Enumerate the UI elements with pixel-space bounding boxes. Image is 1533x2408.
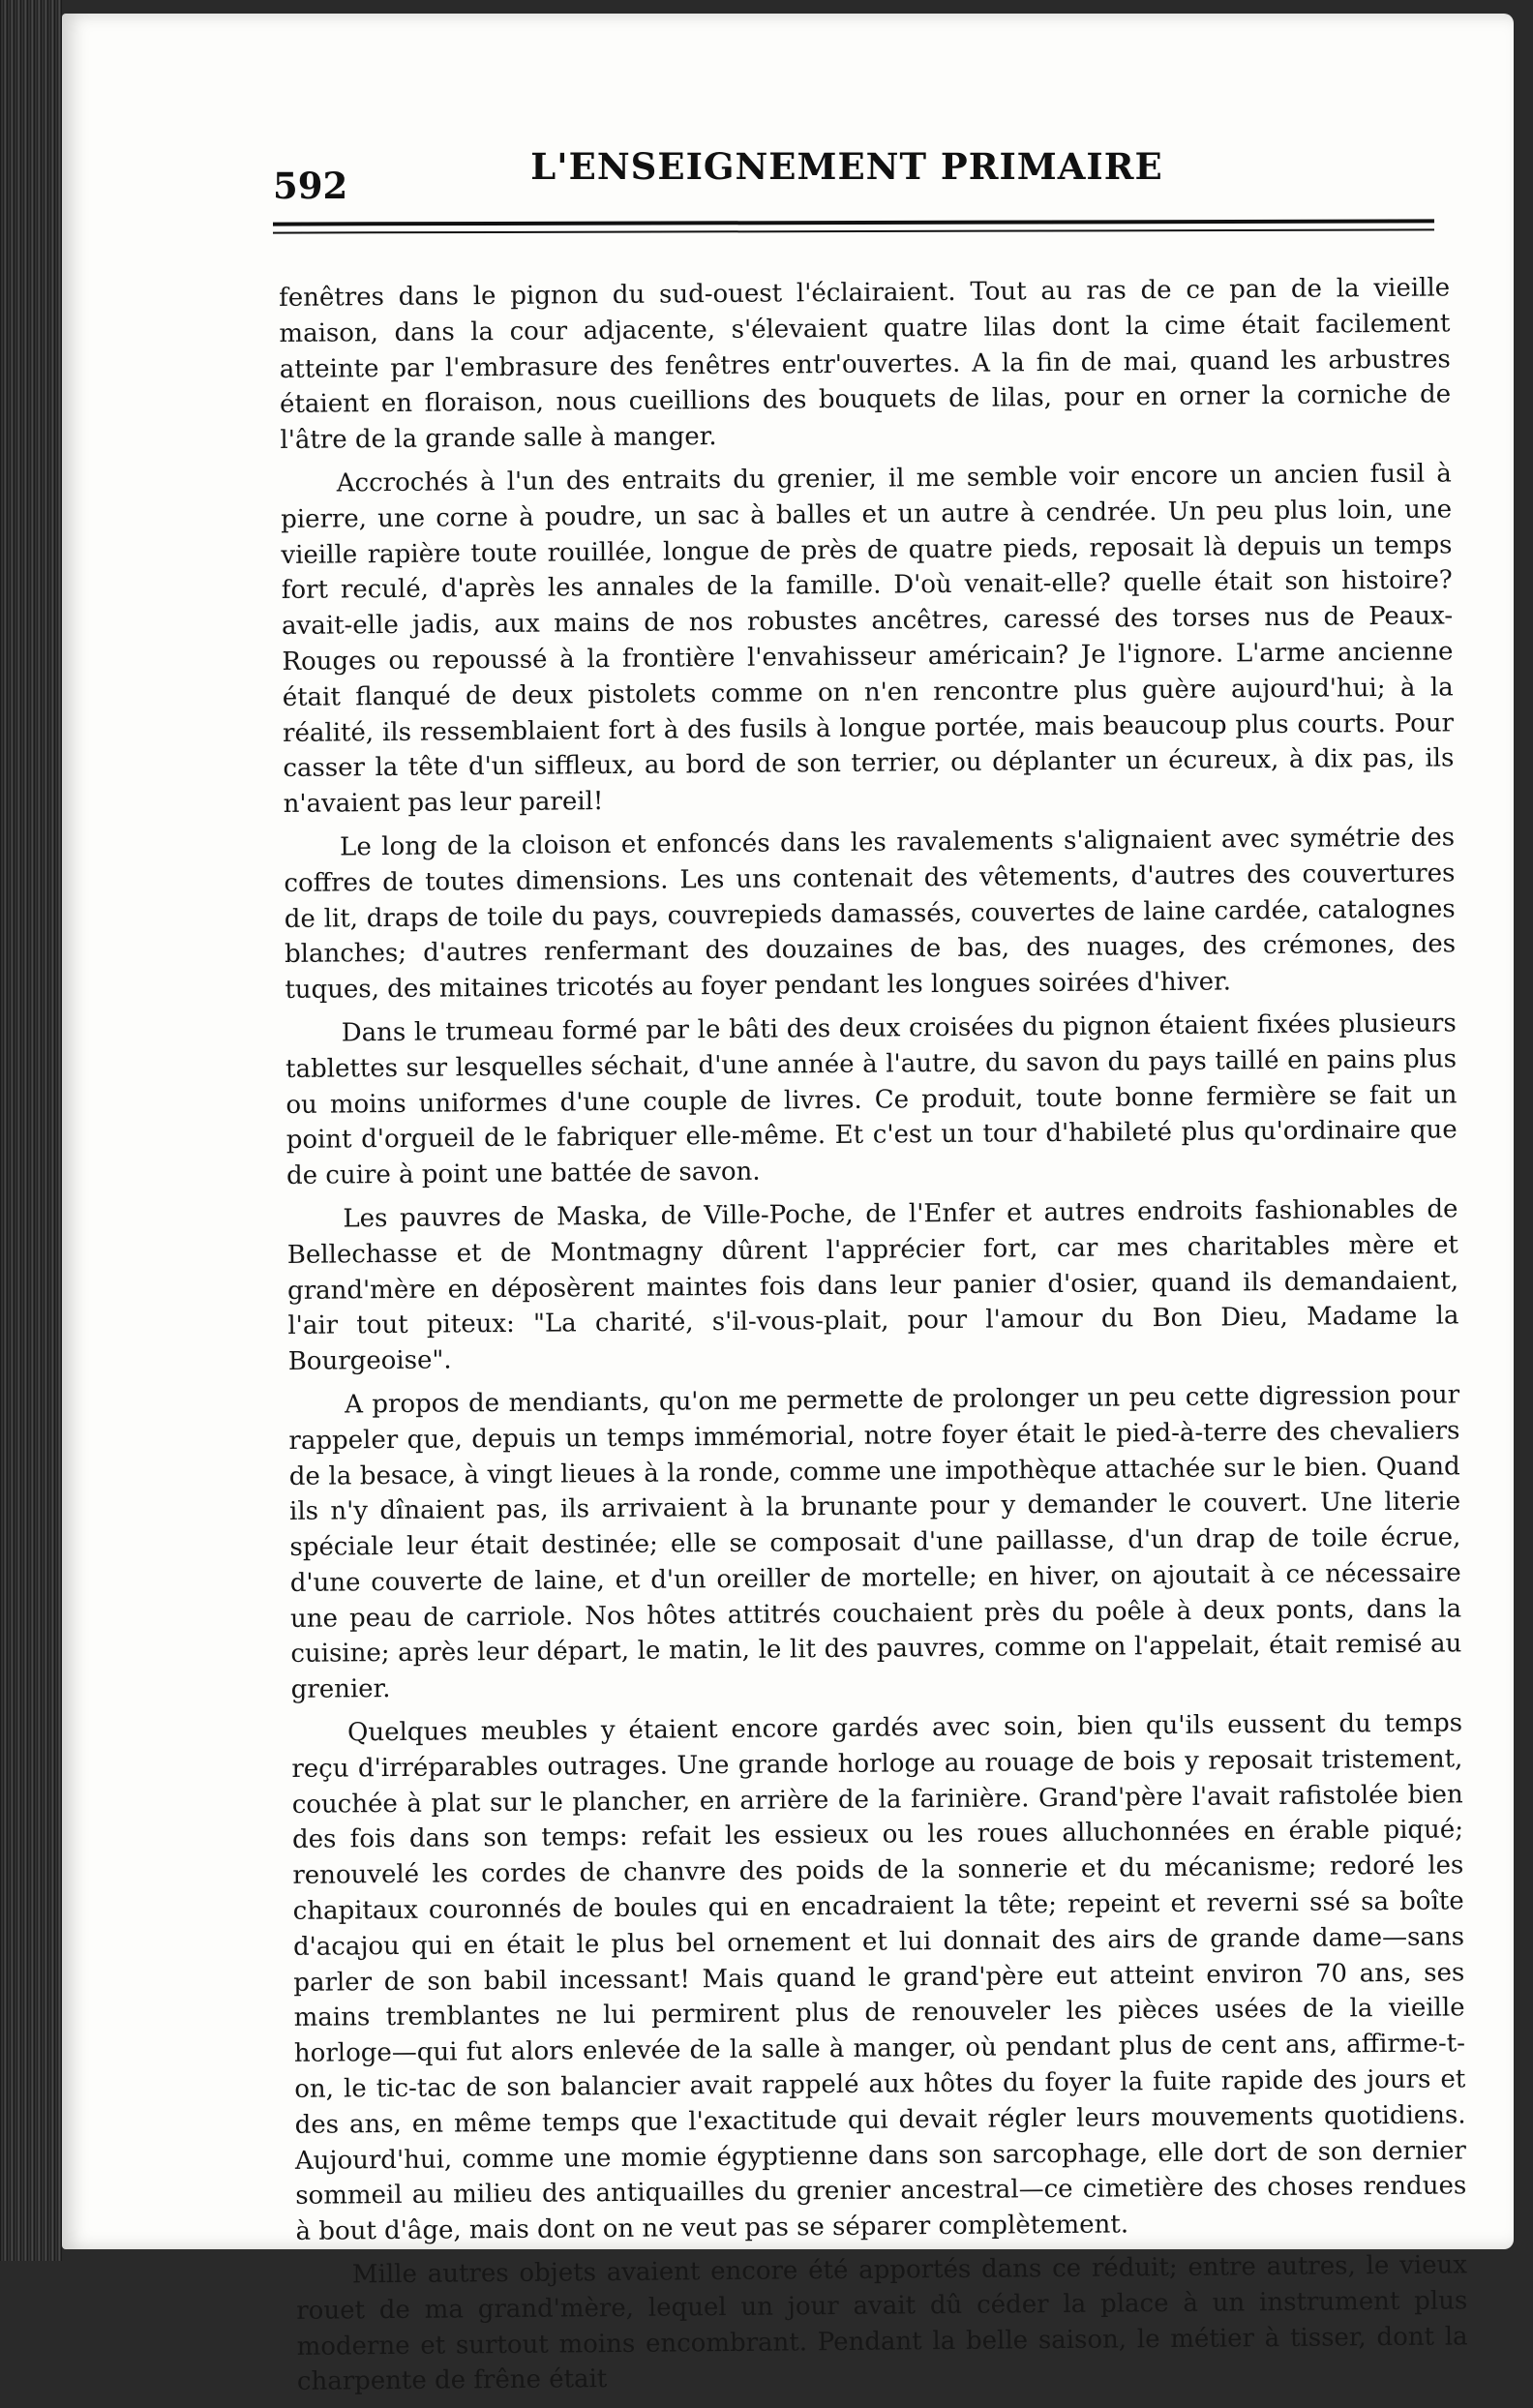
paragraph-3: Le long de la cloison et enfoncés dans les ravalements s'alignaient avec symétrie des coffres de toutes dimensions. Les uns contenait des vêtements, d'autres des couvertures de lit, draps de toile du pays, couvrepieds damassés, couvertes de laine cardée, catalognes blanches; d'autres renfermant des douzaines de bas, des nuages, des crémones, des tuques, des mitaines tricotés au foyer pendant les longues soirées d'hiver. <box>284 823 1457 1006</box>
page-header <box>213 145 1442 207</box>
running-title: L'ENSEIGNEMENT PRIMAIRE <box>530 145 1163 188</box>
page-number: 592 <box>273 165 348 207</box>
paragraph-7: Quelques meubles y étaient encore gardés avec soin, bien qu'ils eussent du temps reçu d'irréparables outrages. Une grande horloge au rouage de bois y reposait tristement, couchée à plat sur le plancher, en arrière de la farinière. Grand'père l'avait rafistolée bien des fois dans son temps: refait les essieux ou les roues alluchonnées en érable piqué; renouvelé les cordes de chanvre des poids de la sonnerie et du mécanisme; redoré les chapitaux couronnés de boules qui en encadraient la tête; repeint et reverni ssé sa boîte d'acajou qui en était le plus bel ornement et lui donnait des airs de grande dame—sans parler de son babil incessant! Mais quand le grand'père eut atteint environ 70 ans, ses mains tremblantes ne lui permirent plus de renouveler les pièces usées de la vieille horloge—qui fut alors enlevée de la salle à manger, où pendant plus de cent ans, affirme-t-on, le tic-tac de son balancier avait rappelé aux hôtes du foyer la fuite rapide des jours et des ans, en même temps que l'exactitude qui devait régler leurs mouvements quotidiens. Aujourd'hui, comme une momie égyptienne dans son sarcophage, elle dort de son dernier sommeil au milieu des antiquailles du grenier ancestral—ce cimetière des choses rendues à bout d'âge, mais dont on ne veut pas se séparer complètement. <box>291 1708 1467 2247</box>
paragraph-6: A propos de mendiants, qu'on me permette de prolonger un peu cette digression pour rappeler que, depuis un temps immémorial, notre foyer était le pied-à-terre des chevaliers de la besace, à vingt lieues à la ronde, comme une impothèque attachée sur le bien. Quand ils n'y dînaient pas, ils arrivaient à la brunante pour y demander le couvert. Une literie spéciale leur était destinée; elle se composait d'une paillasse, d'un drap de toile écrue, d'une couverte de laine, et d'un oreiller de mortelle; en hiver, on ajoutait à ce nécessaire une peau de carriole. Nos hôtes attitrés couchaient près du poêle à deux ponts, dans la cuisine; après leur départ, le matin, le lit des pauvres, comme on l'appelait, était remisé au grenier. <box>288 1380 1462 1705</box>
paragraph-1: fenêtres dans le pignon du sud-ouest l'éclairaient. Tout au ras de ce pan de la vieille maison, dans la cour adjacente, s'élevaient quatre lilas dont la cime était facilement atteinte par l'embrasure des fenêtres entr'ouvertes. A la fin de mai, quand les arbustres étaient en floraison, nous cueillions des bouquets de lilas, pour en orner la corniche de l'âtre de la grande salle à manger. <box>279 273 1452 456</box>
body-text <box>279 270 1468 2408</box>
paragraph-5: Les pauvres de Maska, de Ville-Poche, de l'Enfer et autres endroits fashionables de Bellechasse et de Montmagny dûrent l'apprécier fort, car mes charitables mère et grand'mère en déposèrent maintes fois dans leur panier d'osier, quand ils demandaient, l'air tout piteux: "La charité, s'il-vous-plait, pour l'amour du Bon Dieu, Madame la Bourgeoise". <box>286 1194 1459 1377</box>
book-page-edges <box>0 0 62 2261</box>
paragraph-8: Mille autres objets avaient encore été apportés dans ce réduit; entre autres, le vieux rouet de ma grand'mère, lequel un jour avait dû céder la place à un instrument plus moderne et surtout moins encombrant. Pendant la belle saison, le métier à tisser, dont la charpente de frêne était <box>296 2250 1468 2397</box>
paragraph-4: Dans le trumeau formé par le bâti des deux croisées du pignon étaient fixées plusieurs tablettes sur lesquelles séchait, d'une année à l'autre, du savon du pays taillé en pains plus ou moins uniformes d'une couple de livres. Ce produit, toute bonne fermière se fait un point d'orgueil de le fabriquer elle-même. Et c'est un tour d'habileté plus qu'ordinaire que de cuire à point une battée de savon. <box>285 1008 1458 1191</box>
paragraph-2: Accrochés à l'un des entraits du grenier, il me semble voir encore un ancien fusil à pierre, une corne à poudre, un sac à balles et un autre à cendrée. Un peu plus loin, une vieille rapière toute rouillée, longue de près de quatre pieds, reposait là depuis un temps fort reculé, d'après les annales de la famille. D'où venait-elle? quelle était son histoire? avait-elle jadis, aux mains de nos robustes ancêtres, caressé des torses nus de Peaux-Rouges ou repoussé à la frontière l'envahisseur américain? Je l'ignore. L'arme ancienne était flanqué de deux pistolets comme on n'en rencontre plus guère aujourd'hui; à la réalité, ils ressemblaient fort à des fusils à longue portée, mais beaucoup plus courts. Pour casser la tête d'un siffleux, au bord de son terrier, ou déplanter un écureux, à dix pas, ils n'avaient pas leur pareil! <box>281 459 1455 820</box>
